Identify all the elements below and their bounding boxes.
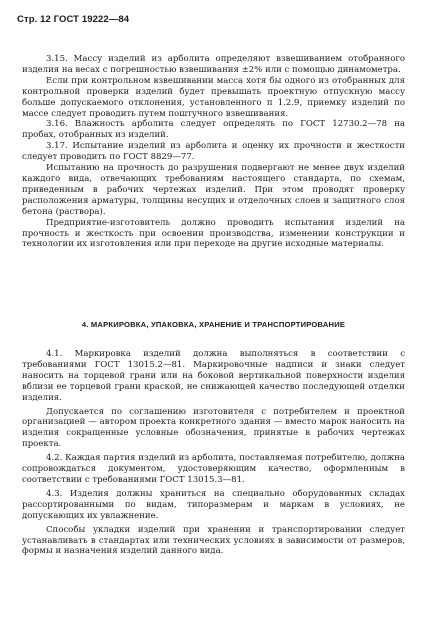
paragraph-3-15: 3.15. Массу изделий из арболита определяют взвешиванием отобранного изделия на весах с погрешностью взвешивания ±2% или с помощью динамометра. — [22, 54, 405, 75]
section-3-body — [22, 54, 405, 250]
paragraph-3-17-final: Предприятие-изготовитель должно проводить испытания изделий на прочность и жесткость при освоении производства, изменении конструкции и технологии их изготовления или при переходе на другие исходные материалы. — [22, 217, 405, 250]
paragraph-3-17-continued: Испытанию на прочность до разрушения подвергают не менее двух изделий каждого вида, отвечающих требованиям настоящего стандарта, по схемам, приведенным в рабочих чертежах изделий. При этом проводят проверку расположения арматуры, толщины несущих и отделочных слоев и защитного слоя бетона (раствора). — [22, 163, 405, 217]
paragraph-4-3-continued: Способы укладки изделий при хранении и транспортировании следует устанавливать в стандартах или технических условиях в зависимости от размеров, формы и назначения изделий данного вида. — [22, 524, 405, 557]
section-4-body — [22, 349, 405, 557]
paragraph-4-1: 4.1. Маркировка изделий должна выполняться в соответствии с требованиями ГОСТ 13015.2—81. Маркировочные надписи и знаки следует наносить на торцевой грани или на боковой вертикальной поверхности изделия вблизи ее торцевой грани краской, не снижающей качество последующей отделки изделия. — [22, 349, 405, 403]
paragraph-3-16: 3.16. Влажность арболита следует определять по ГОСТ 12730.2—78 на пробах, отобранных из изделий. — [22, 119, 405, 141]
section-4-title: 4. МАРКИРОВКА, УПАКОВКА, ХРАНЕНИЕ И ТРАНСПОРТИРОВАНИЕ — [81, 320, 346, 329]
paragraph-4-1-continued: Допускается по соглашению изготовителя с потребителем и проектной организацией — автором проекта конкретного здания — вместо марок наносить на изделия сокращенные условные обозначения, принятые в рабочих чертежах проекта. — [22, 406, 405, 450]
paragraph-4-3: 4.3. Изделия должны храниться на специально оборудованных складах рассортированными по видам, типоразмерам и маркам в условиях, не допускающих их увлажнение. — [22, 488, 405, 521]
paragraph-4-2: 4.2. Каждая партия изделий из арболита, поставляемая потребителю, должна сопровождаться документом, удостоверяющим качество, оформленным в соответствии с требованиями ГОСТ 13015.3—81. — [22, 453, 405, 485]
page-header: Стр. 12 ГОСТ 19222—84 — [17, 14, 130, 25]
paragraph-3-17: 3.17. Испытание изделий из арболита и оценку их прочности и жесткости следует проводить по ГОСТ 8829—77. — [22, 141, 405, 163]
paragraph-3-15-continued: Если при контрольном взвешивании масса хотя бы одного из отобранных для контрольной проверки изделий будет превышать проектную отпускную массу больше допускаемого отклонения, установленного п 1.2.9, приемку изделий по массе следует проводить путем поштучного взвешивания. — [22, 75, 405, 119]
